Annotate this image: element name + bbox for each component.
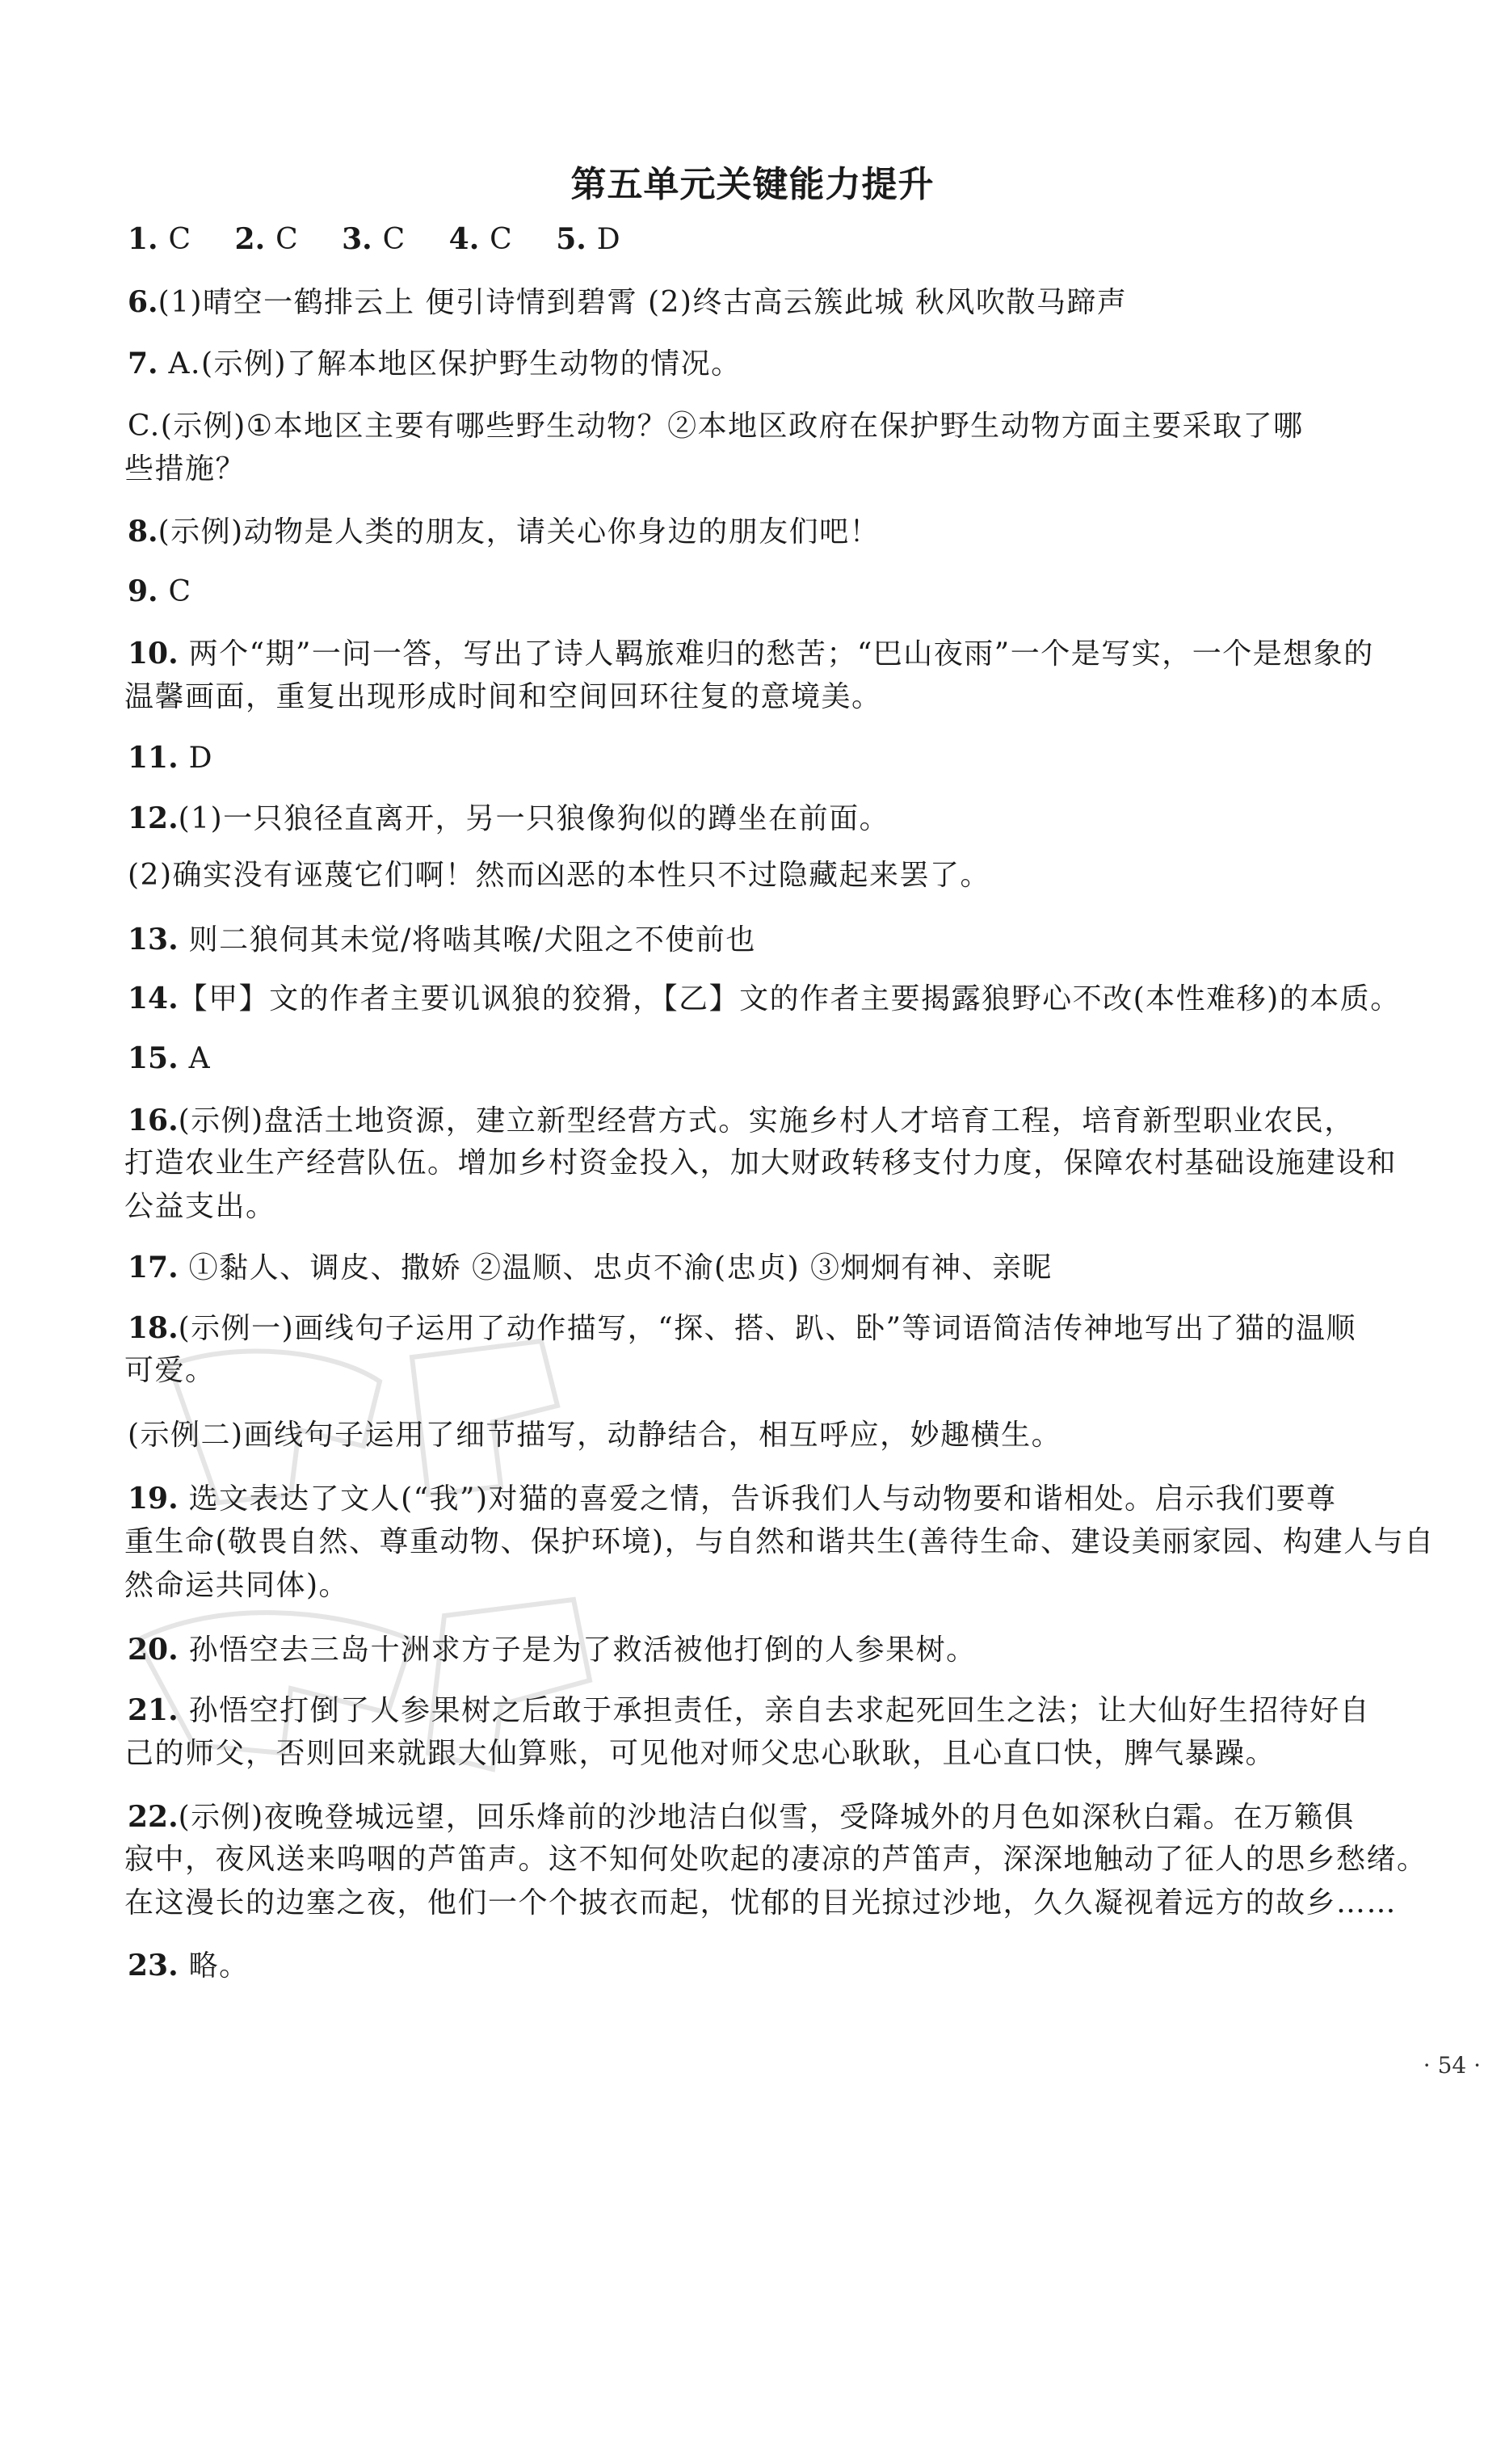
answer-text: 可爱。: [124, 1354, 216, 1387]
answer-text: 打造农业生产经营队伍。增加乡村资金投入，加大财政转移支付力度，保障农村基础设施建设和: [124, 1146, 1398, 1179]
page-title: 第五单元关键能力提升: [570, 164, 935, 205]
answer-line: [128, 982, 1401, 1015]
question-number: 11.: [128, 741, 179, 775]
answer-line: [128, 575, 1388, 608]
question-number: 15.: [128, 1041, 179, 1075]
answer-line: [128, 410, 1388, 443]
answer-line: [128, 1419, 1388, 1452]
answer-text: (2)确实没有诬蔑它们啊！然而凶恶的本性只不过隐藏起来罢了。: [128, 859, 990, 892]
answer-line: [128, 1251, 1388, 1285]
question-number: 20.: [128, 1633, 179, 1667]
answer-text: 略。: [178, 1949, 250, 1983]
question-number: 2.: [234, 222, 266, 256]
question-number: 1.: [128, 222, 158, 256]
answer-text: A.(示例)了解本地区保护野生动物的情况。: [158, 347, 742, 381]
answer-text: C: [479, 223, 514, 256]
answer-text: 然命运共同体)。: [124, 1569, 350, 1602]
question-number: 18.: [128, 1311, 179, 1345]
answer-text: C: [158, 575, 192, 608]
question-number: 22.: [128, 1800, 179, 1834]
question-number: 9.: [128, 574, 158, 608]
question-number: 21.: [128, 1693, 179, 1727]
answer-text: 孙悟空去三岛十洲求方子是为了救活被他打倒的人参果树。: [178, 1634, 977, 1667]
answer-line: [124, 1525, 1435, 1558]
answer-line: [128, 1694, 1388, 1727]
question-number: 14.: [128, 982, 179, 1015]
question-number: 4.: [448, 222, 480, 256]
answer-text: 则二狼伺其未觉/将啮其喉/犬阻之不使前也: [178, 923, 756, 957]
answer-line: [128, 1801, 1388, 1834]
answer-text: ①黏人、调皮、撒娇 ②温顺、忠贞不渝(忠贞) ③炯炯有神、亲昵: [178, 1251, 1053, 1285]
answer-line: [128, 637, 1388, 671]
answer-line: [124, 1843, 1427, 1876]
question-number: 23.: [128, 1949, 179, 1983]
answer-line: [128, 742, 1388, 775]
question-number: 16.: [128, 1104, 179, 1137]
question-number: 12.: [128, 801, 179, 835]
answer-text: D: [178, 742, 213, 775]
question-number: 13.: [128, 923, 179, 957]
answer-line: [128, 286, 1388, 319]
answer-line: [124, 681, 1385, 713]
answer-text: C: [158, 223, 192, 256]
answer-line: [128, 515, 1388, 549]
answer-text: (示例二)画线句子运用了细节描写，动静结合，相互呼应，妙趣横生。: [128, 1419, 1062, 1452]
answer-text: (示例)动物是人类的朋友，请关心你身边的朋友们吧！: [158, 515, 881, 549]
answer-line: [128, 1634, 1388, 1667]
answer-line: [128, 223, 1388, 256]
answer-text: (示例一)画线句子运用了动作描写，“探、搭、趴、卧”等词语简洁传神地写出了猫的温顺: [178, 1312, 1357, 1345]
answer-line: [124, 1886, 1398, 1919]
answer-text: C.(示例)①本地区主要有哪些野生动物？②本地区政府在保护野生动物方面主要采取了哪: [128, 410, 1304, 443]
answer-line: [128, 1312, 1388, 1345]
answer-line: [128, 347, 1388, 381]
answer-text: (示例)盘活土地资源，建立新型经营方式。实施乡村人才培育工程，培育新型职业农民，: [178, 1104, 1355, 1137]
answer-line: [124, 1146, 1398, 1179]
answer-text: 重生命(敬畏自然、尊重动物、保护环境)，与自然和谐共生(善待生命、建设美丽家园、构建人与自: [124, 1525, 1435, 1558]
question-number: 17.: [128, 1251, 179, 1285]
answer-text: (1)晴空一鹤排云上 便引诗情到碧霄 (2)终古高云簇此城 秋风吹散马蹄声: [158, 286, 1128, 319]
question-number: 19.: [128, 1482, 179, 1516]
answer-line: [128, 1104, 1388, 1137]
answer-line: [124, 453, 1385, 486]
answer-text: 己的师父，否则回来就跟大仙算账，可见他对师父忠心耿耿，且心直口快，脾气暴躁。: [124, 1737, 1276, 1770]
page-number: · 54 ·: [1423, 2052, 1481, 2079]
answer-text: A: [178, 1042, 212, 1075]
question-number: 6.: [128, 285, 158, 319]
answer-text: 些措施？: [124, 452, 246, 486]
answer-text: 公益支出。: [124, 1190, 276, 1223]
answer-text: C: [265, 223, 300, 256]
answer-line: [128, 860, 1388, 892]
answer-text: 选文表达了文人(“我”)对猫的喜爱之情，告诉我们人与动物要和谐相处。启示我们要尊: [178, 1482, 1337, 1516]
question-number: 3.: [342, 222, 372, 256]
answer-text: 两个“期”一问一答，写出了诗人羁旅难归的愁苦；“巴山夜雨”一个是写实，一个是想象的: [178, 637, 1374, 671]
answer-text: 寂中，夜风送来呜咽的芦笛声。这不知何处吹起的凄凉的芦笛声，深深地触动了征人的思乡愁绪。: [124, 1843, 1427, 1876]
answer-line: [124, 1738, 1385, 1770]
question-number: 10.: [128, 637, 179, 671]
answer-line: [128, 923, 1388, 957]
answer-line: [124, 1191, 1385, 1223]
question-number: 8.: [128, 515, 158, 549]
answer-text: (1)一只狼径直离开，另一只狼像狗似的蹲坐在前面。: [178, 802, 890, 835]
answer-line: [128, 1042, 1388, 1075]
answer-text: 【甲】文的作者主要讥讽狼的狡猾，【乙】文的作者主要揭露狼野心不改(本性难移)的本质。: [178, 982, 1401, 1015]
answer-line: [124, 1570, 1385, 1602]
answer-line: [128, 1482, 1388, 1516]
answer-line: [128, 802, 1388, 835]
answer-text: 孙悟空打倒了人参果树之后敢于承担责任，亲自去求起死回生之法；让大仙好生招待好自: [178, 1694, 1371, 1727]
answer-text: C: [372, 223, 406, 256]
answer-line: [128, 1949, 1388, 1983]
answer-line: [124, 1355, 1385, 1387]
answer-text: 在这漫长的边塞之夜，他们一个个披衣而起，忧郁的目光掠过沙地，久久凝视着远方的故乡……: [124, 1886, 1398, 1919]
answer-text: 温馨画面，重复出现形成时间和空间回环往复的意境美。: [124, 680, 882, 713]
question-number: 7.: [128, 347, 158, 381]
answer-text: (示例)夜晚登城远望，回乐烽前的沙地洁白似雪，受降城外的月色如深秋白霜。在万籁俱: [178, 1801, 1355, 1834]
question-number: 5.: [556, 222, 586, 256]
answer-text: D: [586, 223, 622, 256]
